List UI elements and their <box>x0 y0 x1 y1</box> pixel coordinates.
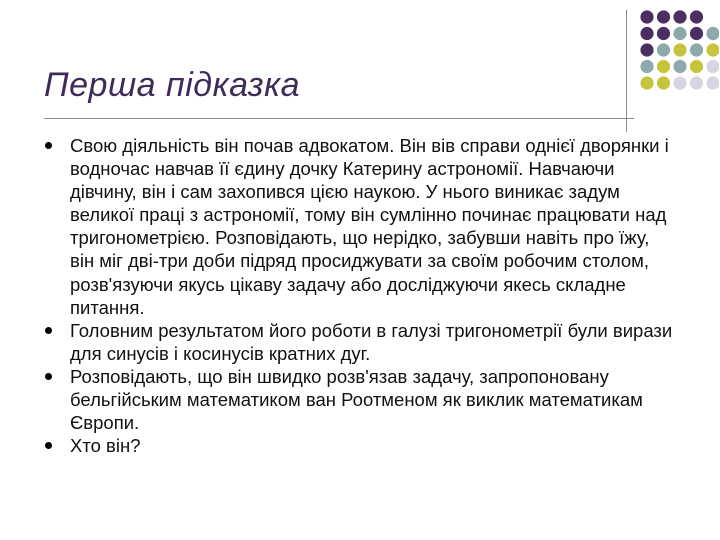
decor-dot <box>690 10 703 23</box>
decor-dot <box>657 76 670 89</box>
decor-dot <box>673 10 686 23</box>
decor-dot <box>657 60 670 73</box>
decor-dot <box>690 43 703 56</box>
slide-content <box>44 134 676 457</box>
bullet-item-4 <box>44 434 676 457</box>
bullet-text: Розповідають, що він швидко розв'язав задачу, запропоновану бельгійським математиком ван Роотменом як виклик математикам Європи. <box>70 365 643 434</box>
bullet-text: Свою діяльність він почав адвокатом. Він вів справи однієї дворянки і водночас навчав її єдину дочку Катерину астрономії. Навчаючи дівчину, він і сам захопився цією наукою. У нього виникає задум великої праці з астрономії, тому він сумлінно починає працювати над тригонометрією. Розповідають, що нерідко, забувши навіть про їжу, він міг дві-три доби підряд просиджувати за своїм робочим столом, розв'язуючи якусь цікаву задачу або досліджуючи якесь складне питання. <box>70 135 669 318</box>
bullet-list <box>44 134 676 457</box>
decor-dot <box>673 60 686 73</box>
decor-dot <box>657 43 670 56</box>
decor-dot <box>690 60 703 73</box>
decor-dot <box>673 76 686 89</box>
decor-dot <box>640 76 653 89</box>
horizontal-divider <box>44 118 634 119</box>
bullet-item-1 <box>44 134 676 319</box>
bullet-dot-icon <box>45 373 52 380</box>
decor-dot <box>706 43 719 56</box>
decor-dot <box>640 60 653 73</box>
bullet-text: Головним результатом його роботи в галузі тригонометрії були вирази для синусів і косинусів кратних дуг. <box>70 319 673 364</box>
decor-dot <box>657 27 670 40</box>
decor-dot <box>706 27 719 40</box>
bullet-text: Хто він? <box>70 435 141 457</box>
decor-dot <box>706 60 719 73</box>
bullet-dot-icon <box>45 442 52 449</box>
bullet-item-3 <box>44 365 676 434</box>
decor-dot <box>690 27 703 40</box>
decor-dot <box>640 10 653 23</box>
vertical-divider <box>626 10 627 132</box>
decor-dot <box>673 43 686 56</box>
bullet-dot-icon <box>45 142 52 149</box>
slide-title: Перша підказка <box>44 66 301 104</box>
bullet-dot-icon <box>45 327 52 334</box>
bullet-item-2 <box>44 319 676 365</box>
decor-dot <box>673 27 686 40</box>
decor-dot <box>706 76 719 89</box>
decor-dot <box>640 43 653 56</box>
decorative-dot-grid <box>639 9 719 109</box>
decor-dot <box>657 10 670 23</box>
decor-dot <box>690 76 703 89</box>
decor-dot <box>640 27 653 40</box>
